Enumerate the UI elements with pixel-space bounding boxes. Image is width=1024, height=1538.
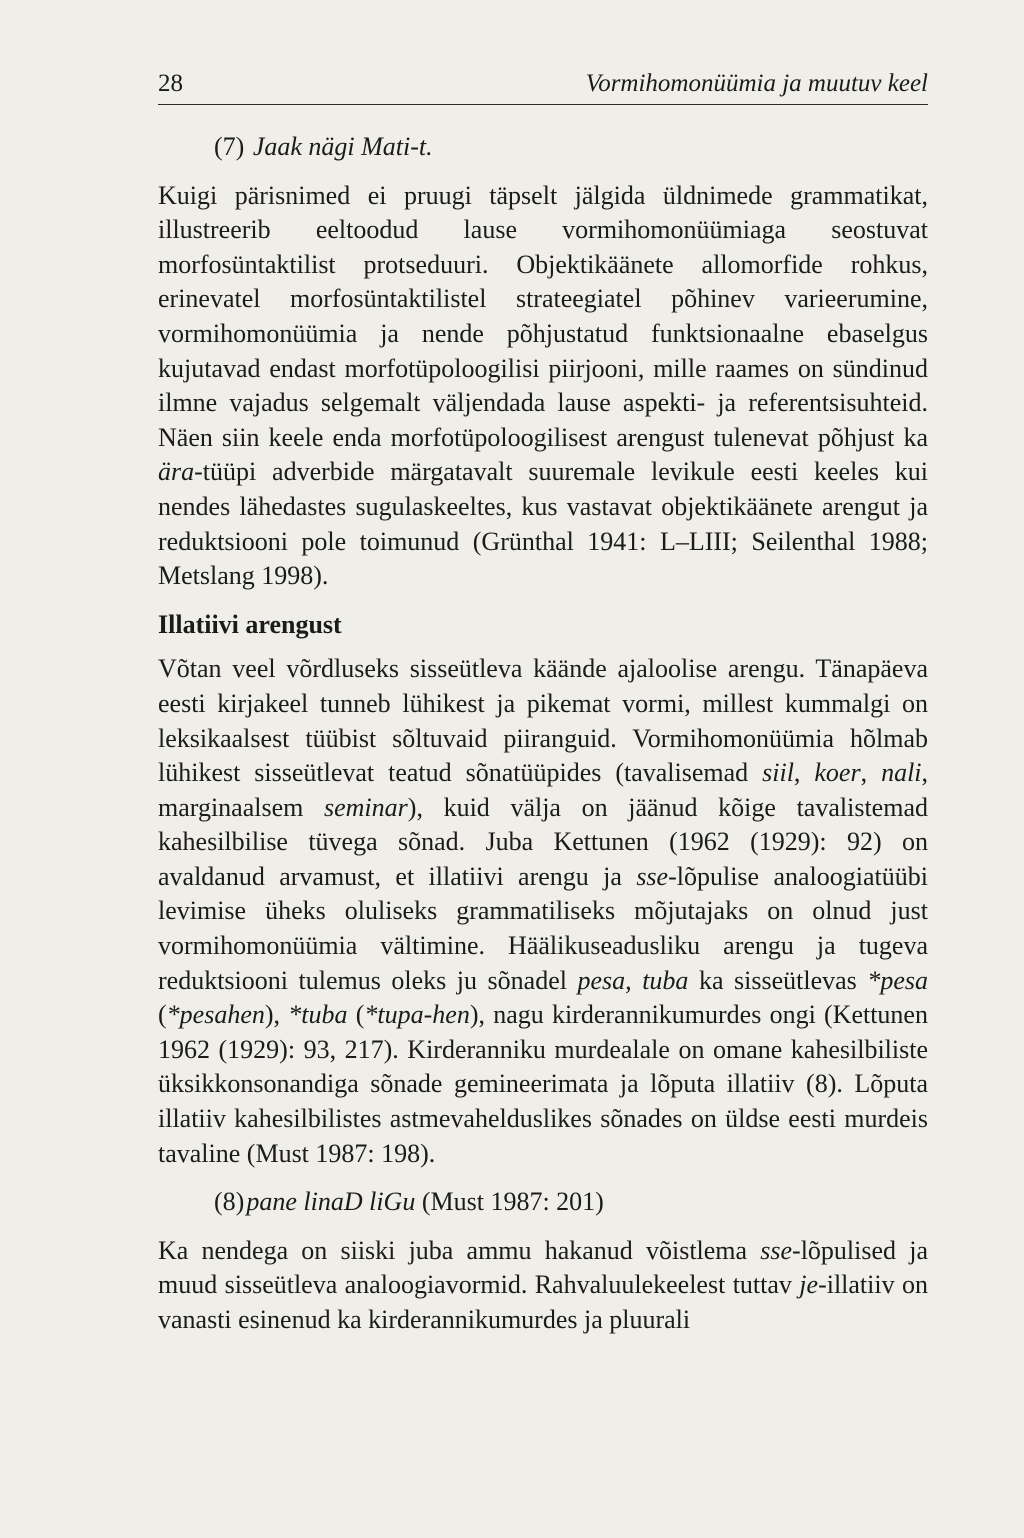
- italic-run: sse: [636, 861, 669, 891]
- example-text: pane linaD liGu: [246, 1187, 416, 1217]
- text-run: Kuigi pärisnimed ei pruugi täpselt jälgida üldnimede grammatikat, illustreerib eeltoodud lause vormihomonüümiaga seostuvat morfosüntaktilist protseduuri. Objektikäänete allomorfide rohkus, erinevatel morfosüntaktilistel strateegiatel põhinev varieerumine, vormihomonüümia ja nende põhjustatud funktsionaalne ebaselgus kujutavad endast morfotüpoloogilisi piirjooni, mille raames on sündinud ilmne vajadus selgemalt väljendada lause aspekti- ja referentsisuhteid. Näen siin keele enda morfotüpoloogilisest arengust tulenevat põhjust ka: [158, 180, 928, 452]
- text-run: ka sisseütlevas: [688, 965, 868, 995]
- paragraph-1: [158, 179, 928, 594]
- text-run: -tüüpi adverbide märgatavalt suuremale levikule eesti keeles kui nendes lähedastes sugulaskeeltes, kus vastavat objektikäänete arengut ja reduktsiooni pole toimunud (Grünthal 1941: L–LIII; Seilenthal 1988; Metslang 1998).: [158, 457, 928, 591]
- example-8: [158, 1185, 928, 1220]
- example-source: (Must 1987: 201): [415, 1187, 604, 1217]
- italic-run: je: [799, 1270, 819, 1300]
- paragraph-3: [158, 1234, 928, 1338]
- spacer: [158, 165, 928, 179]
- spacer: [158, 594, 928, 608]
- spacer: [158, 642, 928, 652]
- text-run: , marginaalsem: [158, 758, 929, 822]
- text-run: -lõpulise analoogiatüübi levimise üheks oluliseks grammatiliseks mõjutajaks on olnud just vormihomonüümia vältimine. Häälikuseadusliku arengu ja tugeva reduktsiooni tulemus oleks ju sõnadel: [158, 861, 928, 995]
- text-run: ), nagu kirderannikumurdes ongi (Kettunen 1962 (1929): 93, 217). Kirderanniku murdealale on omane kahesilbiliste üksikkonsonandiga sõnade gemineerimata ja lõputa illatiiv (8). Lõputa illatiiv kahesilbilistes astmevahelduslikes sõnades on üldse eesti murdeis tavaline (Must 1987: 198).: [158, 1000, 928, 1168]
- page-number: 28: [158, 70, 183, 97]
- italic-run: seminar: [324, 792, 408, 822]
- italic-run: siil: [762, 758, 794, 788]
- body-text: [158, 130, 928, 1338]
- text-run: (: [347, 1000, 365, 1030]
- text-run: -illatiiv on vanasti esinenud ka kirderannikumurdes ja pluurali: [158, 1270, 928, 1334]
- italic-run: nali: [881, 758, 922, 788]
- italic-run: *pesa: [867, 965, 928, 995]
- paragraph-2: [158, 652, 928, 1171]
- text-run: ), kuid välja on jäänud kõige tavalistemad kahesilbilise tüvega sõnad. Juba Kettunen (1962 (1929): 92) on avaldanud arvamust, et illatiivi arengu ja: [158, 792, 928, 891]
- text-run: Ka nendega on siiski juba ammu hakanud võistlema: [158, 1235, 761, 1265]
- spacer: [158, 1220, 928, 1234]
- example-7: [158, 130, 928, 165]
- running-title: Vormihomonüümia ja muutuv keel: [585, 70, 928, 97]
- italic-run: *tupa-hen: [364, 1000, 470, 1030]
- italic-run: sse: [760, 1235, 793, 1265]
- spacer: [158, 1171, 928, 1185]
- italic-run: koer: [814, 758, 861, 788]
- example-number: (7): [214, 132, 245, 161]
- italic-run: *pesahen: [166, 1000, 265, 1030]
- text-run: ,: [793, 758, 815, 788]
- text-run: ),: [264, 1000, 289, 1030]
- text-run: (: [158, 1000, 167, 1030]
- example-number: (8): [214, 1187, 245, 1217]
- italic-run: pesa, tuba: [577, 965, 689, 995]
- italic-run: ära: [158, 457, 195, 487]
- text-run: Võtan veel võrdluseks sisseütleva käände ajaloolise arengu. Tänapäeva eesti kirjakeel tunneb lühikest ja pikemat vormi, millest kummalgi on leksikaalsest tüübist sõltuvaid piiranguid. Vormihomonüümia hõlmab lühikest sisseütlevat teatud sõnatüüpides (tavalisemad: [158, 654, 928, 788]
- text-run: -lõpulised ja muud sisseütleva analoogiavormid. Rahvaluulekeelest tuttav: [158, 1235, 928, 1300]
- text-run: ,: [860, 758, 882, 788]
- example-text: Jaak nägi Mati-t.: [252, 132, 433, 161]
- page-header: [158, 68, 928, 105]
- section-heading: Illatiivi arengust: [158, 609, 342, 639]
- italic-run: *tuba: [288, 1000, 348, 1030]
